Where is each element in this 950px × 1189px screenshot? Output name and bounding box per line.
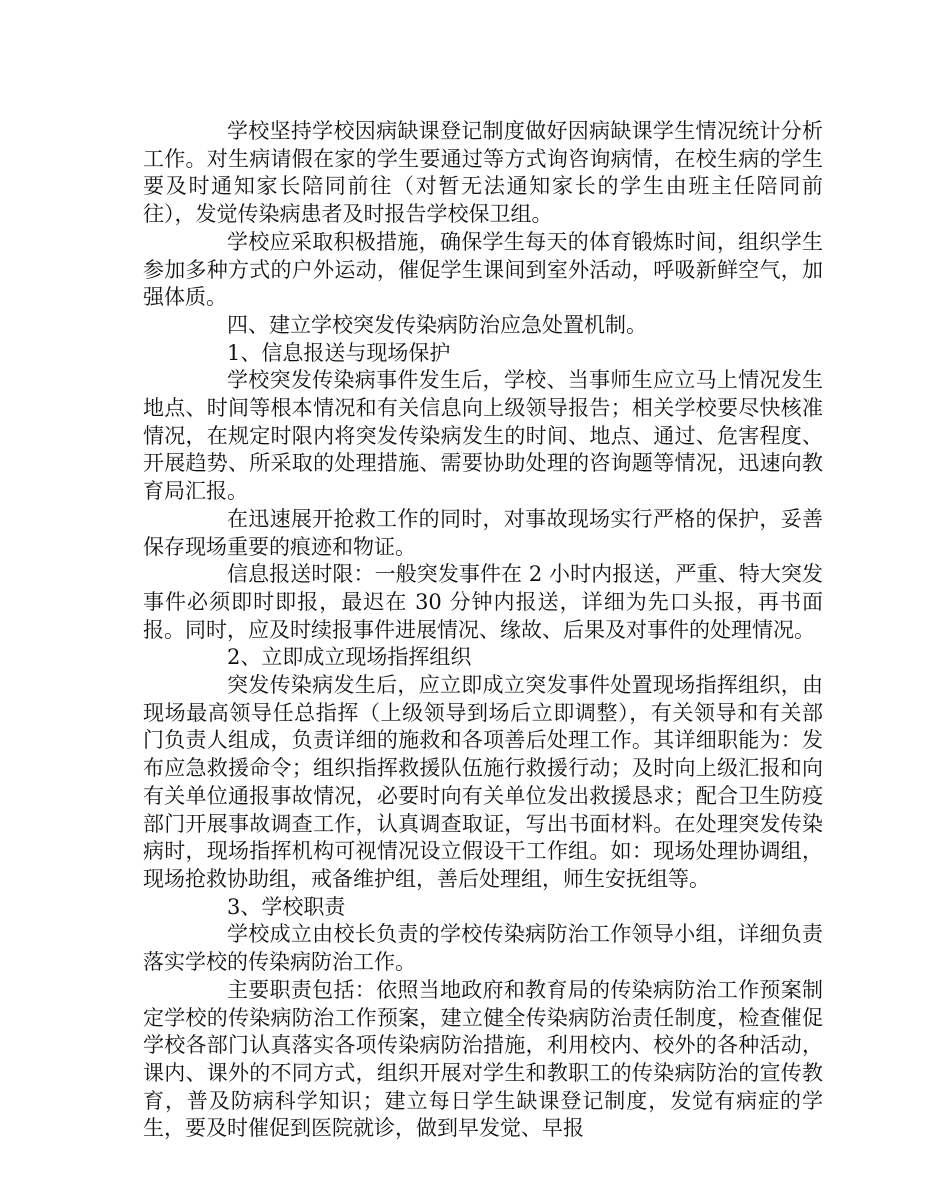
subheading-information-reporting: 1、信息报送与现场保护 [227, 340, 451, 365]
subheading-onsite-command: 2、立即成立现场指挥组织 [227, 645, 472, 670]
section-heading-emergency-mechanism: 四、建立学校突发传染病防治应急处置机制。 [227, 312, 647, 337]
document-body [143, 118, 823, 1143]
paragraph-main-duties: 主要职责包括：依照当地政府和教育局的传染病防治工作预案制定学校的传染病防治工作预案，建立健全传染病防治责任制度，检查催促学校各部门认真落实各项传染病防治措施，利用校内、校外的各种活动，课内、课外的不同方式，组织开展对学生和教职工的传染病防治的宣传教育，普及防病科学知识；建立每日学生缺课登记制度，发觉有病症的学生，要及时催促到医院就诊，做到早发觉、早报 [143, 977, 823, 1141]
paragraph-scene-protection: 在迅速展开抢救工作的同时，对事故现场实行严格的保护，妥善保存现场重要的痕迹和物证。 [143, 506, 823, 559]
paragraph-reporting-deadline: 信息报送时限：一般突发事件在 2 小时内报送，严重、特大突发事件必须即时即报，最迟在 30 分钟内报送，详细为先口头报，再书面报。同时，应及时续报事件进展情况、缘故、后果及对事件的处理情况。 [143, 562, 823, 642]
paragraph-physical-exercise: 学校应采取积极措施，确保学生每天的体育锻炼时间，组织学生参加多种方式的户外运动，催促学生课间到室外活动，呼吸新鲜空气，加强体质。 [143, 229, 823, 310]
paragraph-leadership-group: 学校成立由校长负责的学校传染病防治工作领导小组，详细负责落实学校的传染病防治工作。 [143, 922, 823, 975]
paragraph-absence-registration: 学校坚持学校因病缺课登记制度做好因病缺课学生情况统计分析工作。对生病请假在家的学生要通过等方式询咨询病情，在校生病的学生要及时通知家长陪同前往（对暂无法通知家长的学生由班主任陪同前往），发觉传染病患者及时报告学校保卫组。 [143, 119, 823, 227]
paragraph-incident-reporting: 学校突发传染病事件发生后，学校、当事师生应立马上情况发生地点、时间等根本情况和有关信息向上级领导报告；相关学校要尽快核准情况，在规定时限内将突发传染病发生的时间、地点、通过、危害程度、开展趋势、所采取的处理措施、需要协助处理的咨询题等情况，迅速向教育局汇报。 [143, 368, 823, 504]
subheading-school-duties: 3、学校职责 [227, 894, 346, 919]
paragraph-command-functions: 突发传染病发生后，应立即成立突发事件处置现场指挥组织，由现场最高领导任总指挥（上级领导到场后立即调整），有关领导和有关部门负责人组成，负责详细的施救和各项善后处理工作。其详细职能为：发布应急救援命令；组织指挥救援队伍施行救援行动；及时向上级汇报和向有关单位通报事故情况，必要时向有关单位发出救援恳求；配合卫生防疫部门开展事故调查工作，认真调查取证，写出书面材料。在处理突发传染病时，现场指挥机构可视情况设立假设干工作组。如：现场处理协调组，现场抢救协助组，戒备维护组，善后处理组，师生安抚组等。 [143, 673, 823, 891]
